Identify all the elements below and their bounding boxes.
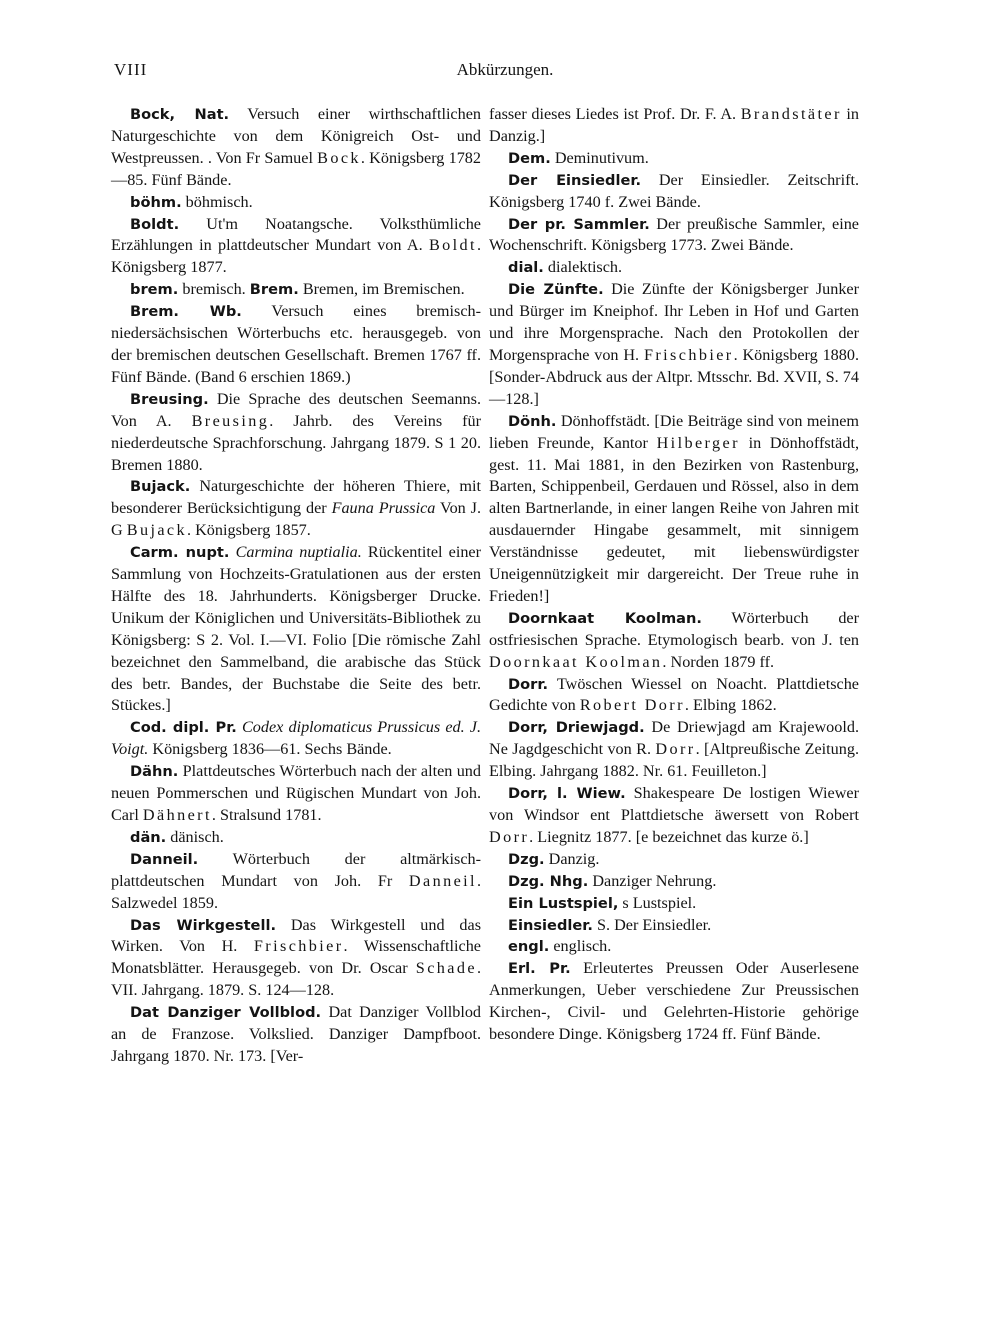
entry-text: Dönhoffstädt. [Die Beiträge sind von meinem lieben Freunde, Kantor [489, 411, 859, 452]
entry-text: . Liegnitz 1877. [e bezeichnet das kurze ö.] [529, 827, 809, 846]
entry-text: Versuch eines bremisch-niedersächsischen Wörterbuchs etc. herausgegeb. von der bremischen deutschen Gesellschaft. Bremen 1767 ff. Fünf Bände. (Band 6 erschien 1869.) [111, 302, 481, 386]
entry-abbreviation: Dorr. [508, 675, 548, 693]
entry-text: Plattdeutsches Wörterbuch nach der alten und neuen Pommerschen und Rügischen Mundart von Joh. Carl [111, 762, 481, 824]
dictionary-entry [489, 148, 859, 170]
entry-text: . Jahrb. des Vereins für niederdeutsche Sprachforschung. Jahrgang 1879. S 1 20. Bremen 1880. [111, 411, 481, 474]
entry-text: Die Zünfte der Königsberger Junker und Bürger im Kneiphof. Ihr Leben in Hof und Garten und ihre Morgensprache. Nach den Protokollen der Morgensprache von H. [489, 280, 859, 364]
entry-text: Carmina nuptialia. [235, 543, 362, 562]
entry-abbreviation: Brem. [249, 281, 299, 299]
entry-text: Boldt [428, 236, 477, 255]
entry-text: Naturgeschichte der höheren Thiere, mit besonderer Berücksichtigung der [111, 477, 481, 518]
entry-text: Doornkaat Koolman [489, 652, 663, 671]
entry-text: Die Sprache des deutschen Seemanns. Von A. [111, 389, 481, 430]
entry-abbreviation: Der Einsiedler. [508, 171, 642, 189]
dictionary-entry [111, 192, 481, 214]
dictionary-entry [489, 214, 859, 258]
dictionary-entry [111, 104, 481, 192]
entry-text: . Norden 1879 ff. [662, 652, 775, 671]
entry-abbreviation: böhm. [130, 193, 182, 211]
dictionary-entry [111, 761, 481, 827]
entry-text: . [Altpreußische Zeitung. Elbing. Jahrgang 1882. Nr. 61. Feuilleton.] [489, 740, 859, 781]
entry-abbreviation: Doornkaat Koolman. [508, 609, 702, 627]
entry-text: Fauna Prussica [331, 499, 436, 518]
right-column [489, 104, 859, 1046]
entry-abbreviation: Dorr, l. Wiew. [508, 785, 626, 803]
entry-abbreviation: dial. [508, 259, 544, 277]
entry-text: . Wissenschaftliche Monatsblätter. Herausgegeb. von Dr. Oscar [111, 937, 481, 978]
dictionary-entry [111, 915, 481, 1003]
dictionary-entry [489, 871, 859, 893]
dictionary-entry [489, 674, 859, 718]
entry-text: S. Der Einsiedler. [592, 915, 712, 934]
entry-abbreviation: Dzg. [508, 850, 545, 868]
entry-abbreviation: Brem. Wb. [130, 303, 242, 321]
entry-abbreviation: Erl. Pr. [508, 960, 571, 978]
left-column [111, 104, 481, 1068]
dictionary-entry [489, 915, 859, 937]
entry-text: in Danzig.] [489, 105, 859, 145]
dictionary-entry [111, 827, 481, 849]
dictionary-entry [489, 104, 859, 148]
entry-text: Schade [415, 959, 477, 978]
entry-abbreviation: Cod. dipl. Pr. [130, 719, 237, 737]
entry-abbreviation: Dähn. [130, 763, 179, 781]
entry-abbreviation: Das Wirkgestell. [130, 916, 276, 934]
entry-text: Hilberger [656, 433, 740, 452]
entry-text: s Lustspiel. [618, 893, 697, 912]
dictionary-entry [111, 279, 481, 301]
entry-text: Twöschen Wiessel on Noacht. Plattdietsche Gedichte von [489, 674, 859, 715]
entry-abbreviation: Ein Lustspiel, [508, 894, 619, 912]
entry-text: Von J. G [111, 499, 482, 540]
entry-abbreviation: Der pr. Sammler. [508, 215, 650, 233]
entry-text: bremisch. [178, 280, 250, 299]
entry-text: Königsberg 1836—61. Sechs Bände. [148, 740, 392, 759]
dictionary-entry [489, 170, 859, 214]
entry-text: Danneil [408, 871, 477, 890]
entry-abbreviation: Dat Danziger Vollblod. [130, 1004, 322, 1022]
page-header: Abkürzungen. [456, 60, 554, 79]
entry-text: englisch. [549, 937, 612, 956]
entry-abbreviation: Carm. nupt. [130, 544, 230, 562]
entry-text: . Königsberg 1857. [187, 521, 311, 540]
entry-text: . Salzwedel 1859. [111, 871, 481, 912]
dictionary-entry [489, 783, 859, 849]
entry-text: . Elbing 1862. [684, 696, 777, 715]
entry-text: Dat Danziger Vollblod an de Franzose. Volkslied. Danziger Dampfboot. Jahrgang 1870. Nr. 173. [Ver- [111, 1003, 482, 1065]
entry-text: dänisch. [166, 827, 224, 846]
entry-abbreviation: Dorr, Driewjagd. [508, 719, 645, 737]
entry-text: . Königsberg 1880. [Sonder-Abdruck aus der Altpr. Mtsschr. Bd. XVII, S. 74—128.] [489, 345, 859, 408]
dictionary-entry [489, 958, 859, 1046]
dictionary-entry [489, 717, 859, 783]
entry-text: Shakespeare De lostigen Wiewer von Windsor ent Plattdietsche äwersett von Robert [489, 784, 859, 824]
entry-text: Erleutertes Preussen Oder Auserlesene Anmerkungen, Ueber verschiedene Zur Preussischen Kirchen-, Civil- und Gelehrten-Historie gehörige besondere Dinge. Königsberg 1724 ff. Fünf Bände. [489, 959, 859, 1044]
dictionary-entry [111, 542, 481, 717]
dictionary-entry [111, 389, 481, 477]
dictionary-entry [111, 849, 481, 915]
dictionary-entry [111, 214, 481, 280]
dictionary-entry [489, 608, 859, 674]
entry-text: Codex diplomaticus Prussicus ed. J. Voigt. [111, 718, 482, 759]
entry-text: Breusing [191, 411, 270, 430]
entry-text: Der Einsiedler. Zeitschrift. Königsberg 1740 f. Zwei Bände. [489, 170, 860, 211]
entry-text: . VII. Jahrgang. 1879. S. 124—128. [111, 959, 481, 1000]
entry-text: Wörterbuch der altmärkisch-plattdeutschen Mundart von Joh. Fr [111, 849, 481, 890]
entry-text: Frischbier [253, 937, 344, 956]
entry-abbreviation: Bock, Nat. [130, 106, 230, 123]
entry-text: Danzig. [544, 849, 600, 868]
entry-text: Brandstäter [740, 105, 842, 123]
entry-abbreviation: Bujack. [130, 478, 191, 496]
entry-abbreviation: Dem. [508, 149, 551, 167]
entry-text: fasser dieses Liedes ist Prof. Dr. F. A. [489, 105, 741, 123]
entry-abbreviation: Die Zünfte. [508, 281, 604, 299]
entry-text: Bock [317, 148, 361, 167]
entry-text: Versuch einer wirthschaftlichen Naturgeschichte von dem Königreich Ost- und Westpreussen. . Von Fr Samuel [111, 105, 481, 167]
entry-text: dialektisch. [543, 258, 623, 277]
entry-text: Frischbier [643, 345, 734, 364]
entry-text: Der preußische Sammler, eine Wochenschrift. Königsberg 1773. Zwei Bände. [489, 214, 859, 255]
entry-abbreviation: Boldt. [130, 215, 180, 233]
entry-abbreviation: Dzg. Nhg. [508, 872, 589, 890]
entry-text: . Stralsund 1781. [211, 806, 322, 824]
entry-text: Dorr [655, 740, 696, 759]
entry-abbreviation: Danneil. [130, 850, 199, 868]
dictionary-entry [489, 893, 859, 915]
entry-text: Danziger Nehrung. [588, 871, 717, 890]
dictionary-entry [111, 1002, 481, 1068]
entry-text: Rückentitel einer Sammlung von Hochzeits-Gratulationen aus der ersten Hälfte des 18. Jahrhunderts. Königsberger Drucke. Unikum der Königlichen und Universitäts-Bibliothek zu Königsberg: S 2. Vol. I.—VI. Folio [Die römische Zahl bezeichnet den Sammelband, die arabische das Stück des betr. Bandes, der Buchstabe die Seite des betr. Stückes.] [111, 543, 481, 715]
dictionary-entry [489, 936, 859, 958]
page-number: VIII [114, 60, 148, 79]
entry-text: Wörterbuch der ostfriesischen Sprache. Etymologisch bearb. von J. ten [489, 608, 859, 649]
entry-abbreviation: dän. [130, 828, 167, 846]
entry-abbreviation: brem. [130, 281, 179, 299]
entry-text: Bremen, im Bremischen. [298, 280, 465, 299]
entry-text: . Königsberg 1877. [111, 236, 481, 277]
dictionary-entry [489, 849, 859, 871]
entry-text: . Königsberg 1782—85. Fünf Bände. [111, 148, 481, 189]
entry-text: böhmisch. [181, 192, 253, 211]
entry-abbreviation: Einsiedler. [508, 916, 593, 934]
entry-text: Deminutivum. [550, 148, 649, 167]
dictionary-entry [111, 717, 481, 761]
dictionary-entry [489, 411, 859, 608]
entry-abbreviation: engl. [508, 938, 550, 956]
entry-text: in Dönhoffstädt, gest. 11. Mai 1881, in den Bezirken von Rastenburg, Barten, Schippenbeil, Gerdauen und Rössel, also in dem alten Bartnerlande, in einer langen Reihe von Jahren mit ausdauernder Hingabe gesammelt, mit sinnigem Verständnisse gedeutet, mit liebenswürdigster Uneigennützigkeit mir dargereicht. Der Treue ruhe in Frieden!] [489, 433, 860, 605]
entry-text: Bujack [126, 521, 188, 540]
entry-abbreviation: Dönh. [508, 412, 557, 430]
dictionary-entry [489, 279, 859, 410]
entry-text: De Driewjagd am Krajewoold. Ne Jagdgeschicht von R. [489, 718, 859, 759]
entry-text: Dähnert [142, 806, 212, 824]
entry-text: Dorr [489, 827, 530, 846]
entry-text: Ut'm Noatangsche. Volksthümliche Erzählungen in plattdeutscher Mundart von A. [111, 214, 481, 255]
entry-text: Das Wirkgestell und das Wirken. Von H. [111, 915, 482, 956]
dictionary-entry [489, 257, 859, 279]
entry-abbreviation: Breusing. [130, 390, 209, 408]
dictionary-entry [111, 301, 481, 389]
entry-text: Robert Dorr [579, 696, 685, 715]
dictionary-entry [111, 476, 481, 542]
